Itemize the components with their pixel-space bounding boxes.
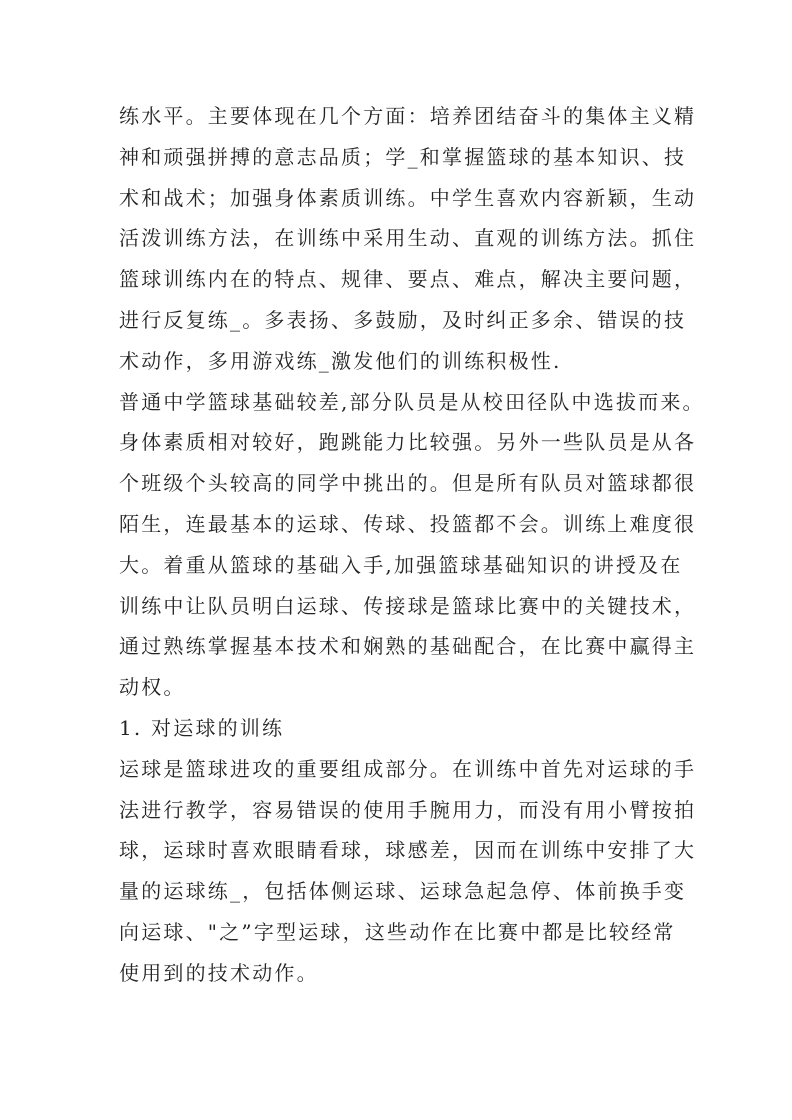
text-line: 练水平。主要体现在几个方面：培养团结奋斗的集体主义精 [119,104,697,128]
text-line: 身体素质相对较好，跑跳能力比较强。另外一些队员是从各 [119,430,697,455]
text-line: 使用到的技术动作。 [119,960,319,985]
section-heading: 1. 对运球的训练 [119,715,285,740]
text-line: 术动作，多用游戏练_激发他们的训练积极性. [119,348,562,373]
text-line: 训练中让队员明白运球、传接球是篮球比赛中的关键技术， [119,593,697,618]
text-line: 运球是篮球进攻的重要组成部分。在训练中首先对运球的手 [119,756,697,781]
text-line: 活泼训练方法，在训练中采用生动、直观的训练方法。抓住 [119,226,697,251]
text-line: 动权。 [119,675,186,700]
text-line: 向运球、"之”字型运球，这些动作在比赛中都是比较经常 [119,919,676,944]
text-line: 量的运球练_，包括体侧运球、运球急起急停、体前换手变 [119,879,687,904]
text-line: 法进行教学，容易错误的使用手腕用力，而没有用小臂按拍 [119,797,697,822]
text-line: 进行反复练_。多表扬、多鼓励，及时纠正多余、错误的技 [119,307,687,332]
text-line: 神和顽强拼搏的意志品质；学_和掌握篮球的基本知识、技 [119,144,687,169]
text-line: 陌生，连最基本的运球、传球、投篮都不会。训练上难度很 [119,511,697,536]
text-line: 篮球训练内在的特点、规律、要点、难点，解决主要问题， [119,267,697,292]
text-line: 大。着重从篮球的基础入手,加强篮球基础知识的讲授及在 [119,552,683,577]
text-line: 术和战术；加强身体素质训练。中学生喜欢内容新颖，生动 [119,185,697,210]
text-line: 球，运球时喜欢眼睛看球，球感差，因而在训练中安排了大 [119,838,697,863]
text-line: 普通中学篮球基础较差,部分队员是从校田径队中选拔而来。 [119,389,705,414]
body-text [119,96,705,994]
text-line: 通过熟练掌握基本技术和娴熟的基础配合，在比赛中赢得主 [119,634,697,659]
text-line: 个班级个头较高的同学中挑出的。但是所有队员对篮球都很 [119,471,697,496]
